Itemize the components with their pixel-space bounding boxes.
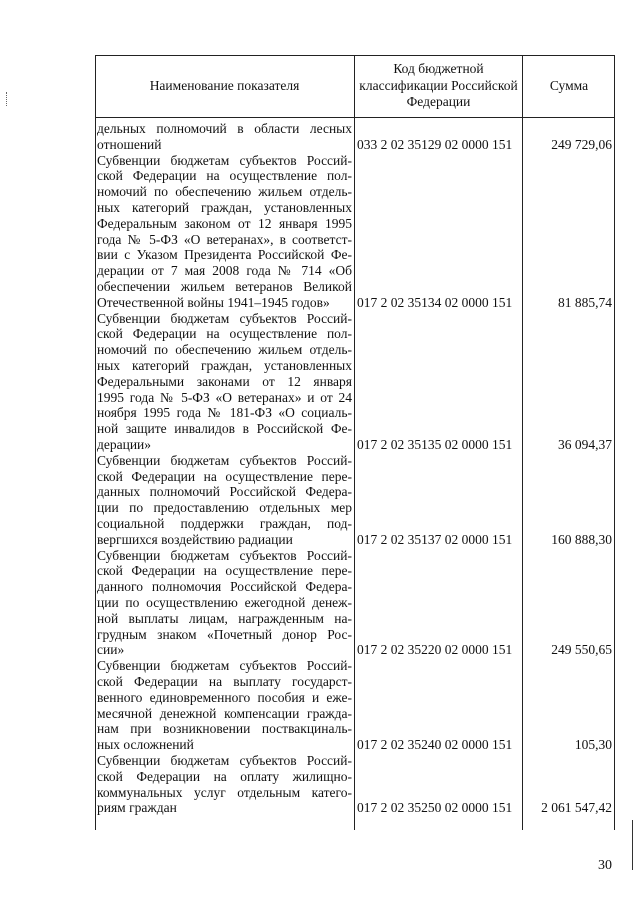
row-sum: 105,30: [574, 737, 612, 753]
row-text-line: ской Федерации на осуществление пере-: [97, 468, 352, 484]
row-sum: 160 888,30: [551, 531, 612, 547]
row-code: 017 2 02 35135 02 0000 151: [357, 437, 513, 452]
row-text-line: ных категорий граждан, установленных: [97, 358, 352, 373]
row-text-line: дерации от 7 мая 2008 года № 714 «Об: [97, 263, 352, 279]
margin-mark: [6, 92, 8, 106]
row-code: 017 2 02 35134 02 0000 151: [357, 294, 513, 310]
row-text-line: сии»: [97, 642, 125, 658]
row-sum: 249 729,06: [551, 136, 612, 152]
row-text-line: коммунальных услуг отдельным катего-: [97, 784, 352, 800]
row-sum: 81 885,74: [558, 294, 612, 310]
margin-mark-right: [632, 820, 633, 870]
row-text-line: дерации»: [97, 437, 152, 452]
row-text-line: ной защите инвалидов в Российской Фе-: [97, 421, 352, 437]
row-code: 017 2 02 35220 02 0000 151: [357, 642, 513, 658]
header-code: Код бюджетной классификации Российской Федерации: [359, 61, 518, 110]
row-text-line: Субвенции бюджетам субъектов Россий-: [97, 310, 352, 326]
header-name: Наименование показателя: [149, 77, 300, 93]
row-text-line: дельных полномочий в области лесных: [97, 121, 352, 136]
row-text-line: Федеральными законами от 12 января: [97, 373, 352, 389]
row-text-line: вергшихся воздействию радиации: [97, 531, 293, 547]
page-number: 30: [598, 858, 612, 873]
row-text-line: ской Федерации на осуществление пере-: [97, 563, 352, 579]
row-text-line: ных категорий граждан, установленных: [97, 200, 352, 215]
row-text-line: 1995 года № 5-ФЗ «О ветеранах» и от 24: [97, 389, 352, 405]
row-text-line: обеспечении жильем ветеранов Великой: [97, 279, 352, 294]
row-text-line: ции по осуществлению ежегодной денеж-: [97, 595, 352, 610]
row-text-line: ской Федерации на оплату жилищно-: [97, 768, 352, 784]
header-divider: [95, 117, 615, 118]
row-text-line: нам при возникновении поствакциналь-: [97, 721, 352, 737]
row-text-line: вии с Указом Президента Российской Фе-: [97, 247, 352, 263]
column-divider-2: [522, 55, 523, 830]
row-text-line: номочий по обеспечению жильем отдель-: [97, 184, 352, 200]
row-text-line: риям граждан: [97, 800, 177, 816]
row-code: 017 2 02 35240 02 0000 151: [357, 737, 513, 753]
row-text-line: месячной денежной компенсации гражда-: [97, 705, 352, 721]
row-text-line: ской Федерации на осуществление пол-: [97, 168, 352, 184]
row-text-line: номочий по обеспечению жильем отдель-: [97, 342, 352, 358]
row-text-line: ных осложнений: [97, 737, 194, 753]
row-text-line: Субвенции бюджетам субъектов Россий-: [97, 152, 352, 168]
row-text-line: данных полномочий Российской Федера-: [97, 484, 352, 500]
row-text-line: ской Федерации на осуществление пол-: [97, 326, 352, 342]
header-sum: Сумма: [549, 77, 589, 93]
row-text-line: Отечественной войны 1941–1945 годов»: [97, 294, 330, 310]
row-text-line: ноября 1995 года № 181-ФЗ «О социаль-: [97, 405, 352, 421]
row-text-line: ции по предоставлению отдельных мер: [97, 500, 352, 516]
row-sum: 2 061 547,42: [541, 800, 612, 816]
row-text-line: Субвенции бюджетам субъектов Россий-: [97, 753, 352, 768]
row-sum: 249 550,65: [551, 642, 612, 658]
row-code: 017 2 02 35250 02 0000 151: [357, 800, 513, 816]
row-text-line: данного полномочия Российской Федера-: [97, 579, 352, 595]
row-code: 017 2 02 35137 02 0000 151: [357, 531, 513, 547]
row-text-line: ской Федерации на выплату государст-: [97, 674, 352, 689]
row-text-line: грудным знаком «Почетный донор Рос-: [97, 626, 352, 642]
budget-table: [95, 55, 615, 830]
row-text-line: венного единовременного пособия и еже-: [97, 689, 352, 705]
row-text-line: ной выплаты лицам, награжденным на-: [97, 610, 352, 626]
row-text-line: отношений: [97, 136, 162, 152]
row-text-line: года № 5-ФЗ «О ветеранах», в соответст-: [97, 231, 352, 247]
row-sum: 36 094,37: [558, 437, 612, 452]
row-text-line: Федеральным законом от 12 января 1995: [97, 215, 352, 231]
row-text-line: Субвенции бюджетам субъектов Россий-: [97, 452, 352, 468]
row-code: 033 2 02 35129 02 0000 151: [357, 136, 513, 152]
row-text-line: Субвенции бюджетам субъектов Россий-: [97, 658, 352, 674]
column-divider-1: [354, 55, 355, 830]
row-text-line: социальной поддержки граждан, под-: [97, 516, 352, 531]
row-text-line: Субвенции бюджетам субъектов Россий-: [97, 547, 352, 563]
